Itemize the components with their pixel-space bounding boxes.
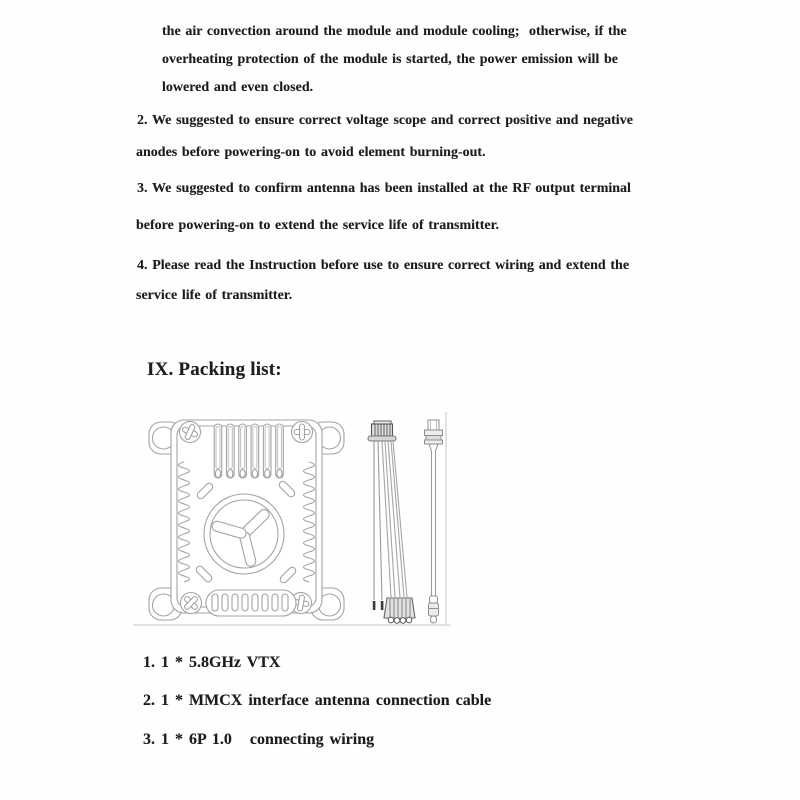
body-line-3: lowered and even closed. <box>162 80 314 95</box>
body-line-6: 3. We suggested to confirm antenna has been installed at the RF output terminal <box>137 181 631 196</box>
mmcx-antenna-cable-drawing <box>425 420 443 623</box>
body-line-9: service life of transmitter. <box>136 288 293 303</box>
packing-item-2: 2. 1 * MMCX interface antenna connection cable <box>143 692 492 709</box>
body-line-2: overheating protection of the module is started, the power emission will be <box>162 52 618 67</box>
six-pin-connecting-wiring-drawing <box>368 421 415 623</box>
packing-item-1: 1. 1 * 5.8GHz VTX <box>143 654 281 671</box>
packing-list-figure <box>133 400 450 630</box>
vtx-module-drawing <box>149 418 344 620</box>
body-line-8: 4. Please read the Instruction before use to ensure correct wiring and extend the <box>137 258 630 273</box>
body-line-1: the air convection around the module and module cooling; otherwise, if the <box>162 24 627 39</box>
fan-icon <box>204 494 284 574</box>
packing-item-3: 3. 1 * 6P 1.0 connecting wiring <box>143 731 375 748</box>
body-line-5: anodes before powering-on to avoid element burning-out. <box>136 145 486 160</box>
screw-top-right-icon <box>292 422 313 443</box>
section-heading: IX. Packing list: <box>147 359 282 380</box>
body-line-7: before powering-on to extend the service life of transmitter. <box>136 218 500 233</box>
bottom-slots <box>206 590 296 616</box>
body-line-4: 2. We suggested to ensure correct voltage scope and correct positive and negative <box>137 113 633 128</box>
